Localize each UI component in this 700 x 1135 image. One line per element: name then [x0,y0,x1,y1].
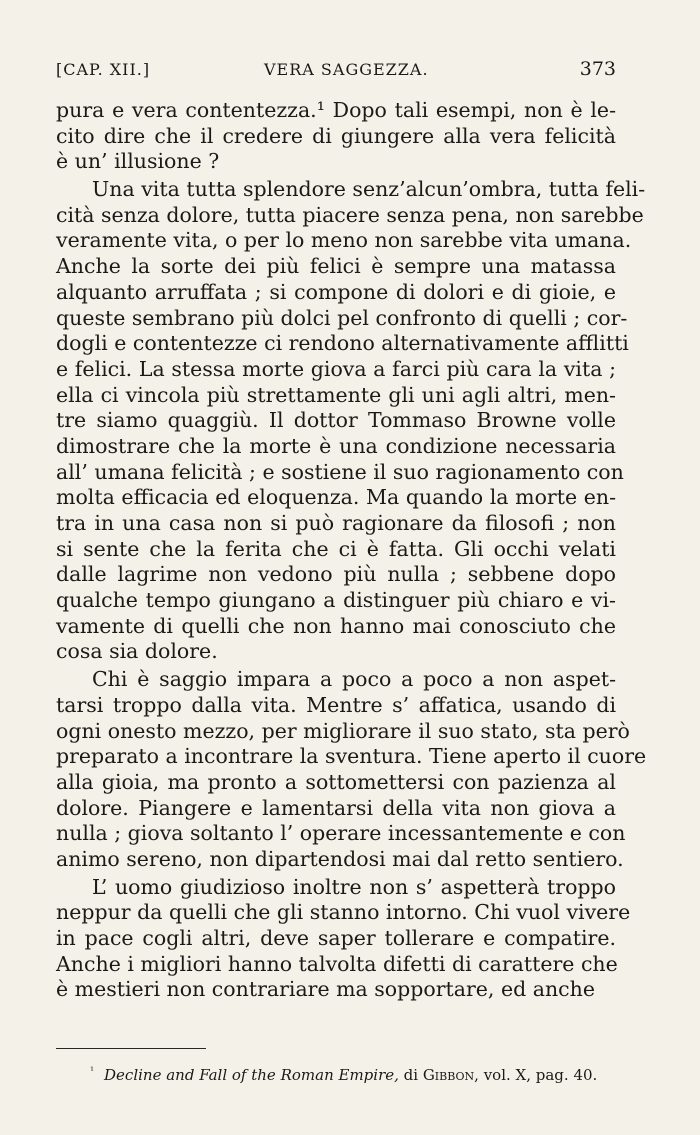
text-line: e felici. La stessa morte giova a farci più cara la vita ; [56,356,616,381]
text-line: alla gioia, ma pronto a sottomettersi con pazienza al [56,769,616,794]
text-line: cito dire che il credere di giungere alla vera felicità [56,123,616,148]
text-line: animo sereno, non dipartendosi mai dal retto sentiero. [56,846,624,871]
footnote [90,1062,597,1085]
paragraph [56,98,616,175]
text-line: dogli e contentezze ci rendono alternativamente afflitti [56,331,629,356]
footnote-suffix: , vol. X, pag. 40. [474,1066,598,1084]
text-line: qualche tempo giungano a distinguer più chiaro e vi- [56,588,616,613]
chapter-label: [CAP. XII.] [56,60,151,79]
text-line: all’ umana felicità ; e sostiene il suo ragionamento con [56,459,624,484]
text-line: molta efficacia ed eloquenza. Ma quando la morte en- [56,485,616,510]
footnote-rule [56,1048,206,1049]
running-title: VERA SAGGEZZA. [264,60,429,79]
running-header [56,58,616,88]
text-line: Una vita tutta splendore senz’alcun’ombra, tutta feli- [92,177,646,202]
text-line: L’ uomo giudizioso inoltre non s’ aspetterà troppo [92,874,616,899]
page-number: 373 [579,58,616,80]
text-line: tra in una casa non si può ragionare da filosofi ; non [56,511,616,535]
text-line: queste sembrano più dolci pel confronto di quelli ; cor- [56,305,628,330]
text-line: ella ci vincola più strettamente gli uni agli altri, men- [56,382,616,407]
text-line: è un’ illusione ? [56,149,220,174]
text-line: dolore. Piangere e lamentarsi della vita non giova a [56,795,616,820]
text-line: neppur da quelli che gli stanno intorno. Chi vuol vivere [56,900,631,925]
paragraph [56,667,647,873]
text-line: ogni onesto mezzo, per migliorare il suo stato, sta però [56,718,630,743]
text-line: cosa sia dolore. [56,639,218,664]
text-line: veramente vita, o per lo meno non sarebbe vita umana. [56,228,632,253]
text-line: nulla ; giova soltanto l’ operare incessantemente e con [56,821,626,846]
text-line: si sente che la ferita che ci è fatta. Gli occhi velati [56,536,616,561]
footnote-author: Gibbon [422,1066,475,1084]
text-line: in pace cogli altri, deve saper tollerare e compatire. [56,926,616,950]
body-text [56,98,647,1003]
text-line: pura e vera contentezza.¹ Dopo tali esempi, non è le- [56,98,616,122]
paragraph [56,177,646,665]
text-line: vamente di quelli che non hanno mai conosciuto che [56,613,616,638]
text-line: cità senza dolore, tutta piacere senza pena, non sarebbe [56,202,644,227]
text-line: tarsi troppo dalla vita. Mentre s’ affatica, usando di [56,692,616,717]
paragraph [56,874,631,1003]
footnote-prefix: di [398,1066,423,1084]
text-line: alquanto arruffata ; si compone di dolori e di gioie, e [56,279,616,304]
text-line: è mestieri non contrariare ma sopportare, ed anche [56,977,595,1002]
text-line: Anche i migliori hanno talvolta difetti di carattere che [56,951,618,976]
footnote-mark: ¹ [90,1066,95,1077]
text-line: Chi è saggio impara a poco a poco a non aspet- [92,667,616,692]
text-line: Anche la sorte dei più felici è sempre una matassa [56,254,616,279]
footnote-work-title: Decline and Fall of the Roman Empire, [104,1066,399,1084]
text-line: tre siamo quaggiù. Il dottor Tommaso Browne volle [56,408,616,433]
text-line: dimostrare che la morte è una condizione necessaria [56,433,616,458]
text-line: preparato a incontrare la sventura. Tiene aperto il cuore [56,744,647,769]
text-line: dalle lagrime non vedono più nulla ; sebbene dopo [56,562,616,587]
